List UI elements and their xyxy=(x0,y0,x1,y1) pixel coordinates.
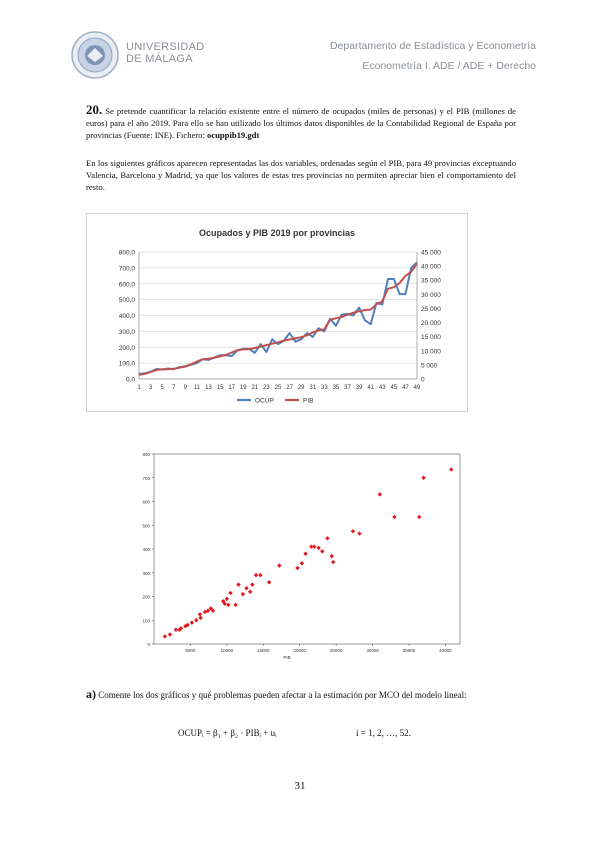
scatter-point xyxy=(198,616,202,620)
line-chart-x-tick-label: 47 xyxy=(402,385,409,391)
scatter-point xyxy=(392,515,396,519)
scatter-point xyxy=(300,561,304,565)
index-range: i = 1, 2, …, 52. xyxy=(356,728,411,738)
scatter-point xyxy=(330,554,334,558)
scatter-chart-frame xyxy=(128,446,468,666)
question-label: a) xyxy=(86,687,96,701)
line-chart-left-tick-label: 300,0 xyxy=(118,328,135,336)
line-chart-x-tick-label: 19 xyxy=(239,385,247,391)
line-chart-left-tick-label: 700,0 xyxy=(118,265,135,273)
line-chart-left-tick-label: 600,0 xyxy=(118,281,135,289)
scatter-point xyxy=(312,544,316,548)
scatter-point xyxy=(233,603,237,607)
scatter-point xyxy=(267,580,271,584)
scatter-y-tick-label: 800 xyxy=(142,452,150,457)
line-chart-x-tick-label: 11 xyxy=(193,385,201,391)
line-chart-left-tick-label: 0,0 xyxy=(125,376,135,384)
line-chart-right-tick-label: 20 000 xyxy=(421,320,441,328)
line-chart-right-tick-label: 40 000 xyxy=(421,263,441,271)
legend-label-pib: PIB xyxy=(303,397,314,405)
line-chart-right-tick-label: 5 000 xyxy=(421,362,438,370)
scatter-x-tick-label: 40000 xyxy=(439,648,452,653)
line-chart-x-tick-label: 9 xyxy=(183,385,188,391)
scatter-point xyxy=(190,620,194,624)
scatter-point xyxy=(236,582,240,586)
scatter-point xyxy=(250,582,254,586)
scatter-x-tick-label: 30000 xyxy=(366,648,379,653)
scatter-point xyxy=(248,590,252,594)
line-chart-x-tick-label: 41 xyxy=(367,385,375,391)
scatter-point xyxy=(325,536,329,540)
scatter-chart xyxy=(128,446,468,666)
line-chart-frame xyxy=(86,213,468,412)
scatter-y-tick-label: 500 xyxy=(142,523,150,529)
line-chart-x-tick-label: 39 xyxy=(355,385,363,391)
scatter-y-tick-label: 0 xyxy=(147,642,150,647)
page-number: 31 xyxy=(294,780,306,792)
line-series-pib xyxy=(139,263,417,375)
scatter-point xyxy=(417,515,421,519)
scatter-point xyxy=(303,552,307,556)
line-chart-x-tick-label: 43 xyxy=(378,385,386,391)
line-chart-left-tick-label: 100,0 xyxy=(118,360,135,368)
scatter-x-axis-label: PIB xyxy=(283,655,291,660)
exercise-text: Se pretende cuantificar la relación existente entre el número de ocupados (miles de personas) y el PIB (millones de euros) para el año 2019. Para ello se han utilizado los últimos datos disponibles de la Contabilidad Regional de España por provincias (Fuente: INE). Fichero: xyxy=(86,106,516,140)
scatter-point xyxy=(316,546,320,550)
scatter-point xyxy=(258,573,262,577)
scatter-point xyxy=(421,476,425,480)
question-a xyxy=(86,688,516,702)
line-chart-x-tick-label: 13 xyxy=(205,385,212,391)
line-chart-right-tick-label: 15 000 xyxy=(421,334,441,342)
line-chart-left-tick-label: 800,0 xyxy=(118,249,135,257)
scatter-point xyxy=(163,634,167,638)
scatter-point xyxy=(378,492,382,496)
scatter-point xyxy=(254,573,258,577)
line-chart-title: Ocupados y PIB 2019 por provincias xyxy=(198,228,356,238)
line-chart-x-tick-label: 29 xyxy=(297,385,305,391)
line-chart-right-tick-label: 30 000 xyxy=(421,291,441,299)
scatter-point xyxy=(226,603,230,607)
charts-description: En los siguientes gráficos aparecen representadas las dos variables, ordenadas según el PIB, para 49 provincias exceptuando Valencia, Barcelona y Madrid, ya que los valores de estas tres provincias no permiten apreciar bien el comportamiento del resto. xyxy=(86,158,516,192)
line-chart-x-tick-label: 25 xyxy=(274,385,282,391)
scatter-y-tick-label: 200 xyxy=(142,594,150,600)
scatter-point xyxy=(277,563,281,567)
scatter-point xyxy=(241,592,245,596)
scatter-point xyxy=(228,591,232,595)
scatter-x-tick-label: 20000 xyxy=(293,648,306,653)
line-chart-x-tick-label: 31 xyxy=(309,385,317,391)
university-name xyxy=(126,41,204,65)
scatter-x-tick-label: 15000 xyxy=(257,648,270,653)
scatter-point xyxy=(194,618,198,622)
department-header: Departamento de Estadística y Econometría xyxy=(329,40,536,52)
line-chart-x-tick-label: 33 xyxy=(320,385,328,391)
line-chart-x-tick-label: 1 xyxy=(137,385,141,391)
scatter-point xyxy=(198,612,202,616)
line-chart xyxy=(87,214,467,411)
scatter-y-tick-label: 700 xyxy=(142,475,150,481)
line-chart-right-tick-label: 45 000 xyxy=(421,249,441,257)
course-header: Econometría I. ADE / ADE + Derecho xyxy=(362,60,536,72)
scatter-y-tick-label: 100 xyxy=(142,618,150,624)
university-line-1: UNIVERSIDAD xyxy=(126,41,205,53)
line-chart-x-tick-label: 21 xyxy=(251,385,259,391)
scatter-y-tick-label: 600 xyxy=(142,499,150,505)
scatter-x-tick-label: 25000 xyxy=(329,648,343,653)
scatter-point xyxy=(351,529,355,533)
line-chart-left-tick-label: 400,0 xyxy=(118,313,135,320)
line-series-ocup xyxy=(139,262,417,374)
line-chart-x-tick-label: 35 xyxy=(332,385,340,391)
university-logo xyxy=(70,30,120,80)
line-chart-x-tick-label: 3 xyxy=(148,385,153,391)
scatter-x-tick-label: 35000 xyxy=(402,648,416,653)
line-chart-x-tick-label: 45 xyxy=(390,385,398,391)
line-chart-x-tick-label: 17 xyxy=(228,385,236,391)
scatter-point xyxy=(357,531,361,535)
scatter-x-tick-label: 10000 xyxy=(220,648,234,653)
line-chart-x-tick-label: 15 xyxy=(216,385,224,391)
university-line-2: DE MÁLAGA xyxy=(126,53,193,65)
line-chart-x-tick-label: 37 xyxy=(344,385,351,391)
scatter-y-tick-label: 300 xyxy=(142,570,150,576)
scatter-point xyxy=(320,549,324,553)
line-chart-right-tick-label: 10 000 xyxy=(421,348,441,356)
line-chart-x-tick-label: 49 xyxy=(413,385,421,391)
scatter-point xyxy=(449,467,453,471)
line-chart-x-tick-label: 23 xyxy=(263,385,270,391)
exercise-statement xyxy=(86,104,516,141)
scatter-point xyxy=(225,597,229,601)
model-equation: OCUPᵢ = β₁ + β₂ · PIBᵢ + uᵢ xyxy=(178,728,277,738)
legend-label-ocup: OCUP xyxy=(255,397,274,405)
university-seal-icon xyxy=(70,30,120,80)
scatter-point xyxy=(331,560,335,564)
line-chart-left-tick-label: 200,0 xyxy=(118,344,135,352)
line-chart-right-tick-label: 25 000 xyxy=(421,305,441,313)
line-chart-right-tick-label: 0 xyxy=(421,376,425,384)
line-chart-x-tick-label: 7 xyxy=(172,385,176,391)
scatter-point xyxy=(244,586,248,590)
data-file-name: ocuppib19.gdt xyxy=(207,130,260,140)
scatter-x-tick-label: 5000 xyxy=(185,648,196,653)
line-chart-left-tick-label: 500,0 xyxy=(118,297,135,305)
line-chart-right-tick-label: 35 000 xyxy=(421,277,441,285)
scatter-y-tick-label: 400 xyxy=(142,547,150,552)
question-text: Comente los dos gráficos y qué problemas pueden afectar a la estimación por MCO del modelo lineal: xyxy=(98,690,467,700)
line-chart-x-tick-label: 5 xyxy=(160,385,164,391)
line-chart-x-tick-label: 27 xyxy=(286,385,293,391)
exercise-number: 20. xyxy=(86,102,103,117)
scatter-point xyxy=(295,566,299,570)
scatter-point xyxy=(168,632,172,636)
